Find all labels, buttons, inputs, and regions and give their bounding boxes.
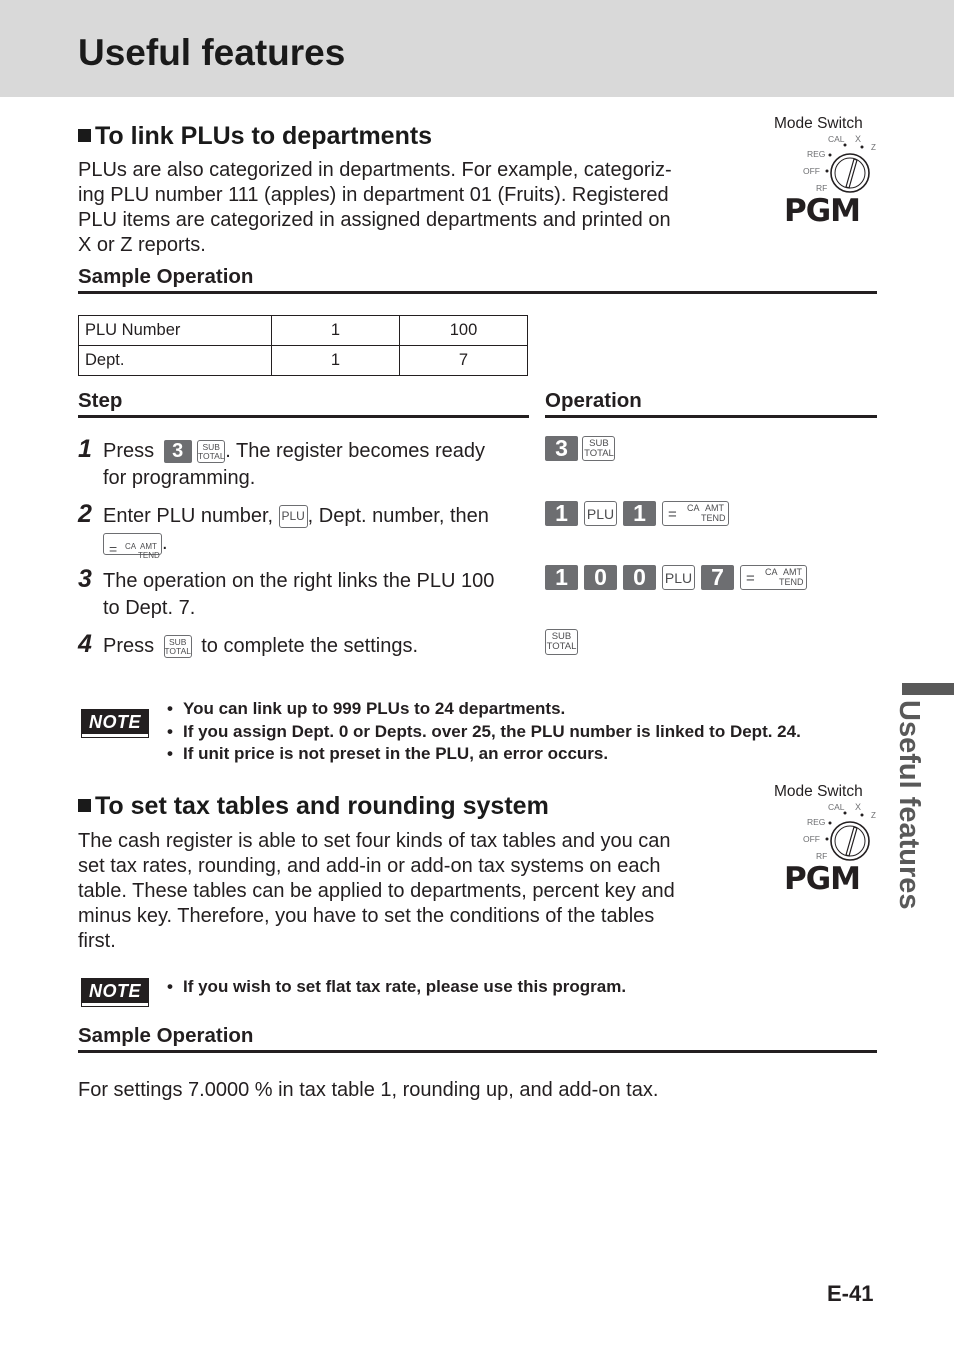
key-label: TOTAL [584, 447, 614, 459]
section-title-link-plus [78, 122, 432, 151]
key-label: TOTAL [197, 450, 225, 461]
step-text: Enter PLU number, [103, 505, 274, 527]
dial-pos-label: OFF [803, 834, 820, 844]
body-line: ing PLU number 111 (apples) in department 01 (Fruits). Registered [78, 184, 669, 206]
key-subtotal [164, 635, 192, 658]
mode-switch-dial-icon [802, 801, 880, 865]
step-1-text [103, 438, 485, 492]
sample-table [78, 315, 528, 376]
dial-pos-label: CAL [828, 802, 845, 812]
body-line: set tax rates, rounding, and add-in or add-on tax systems on each [78, 855, 661, 877]
table-row [79, 346, 528, 376]
note-badge: NOTE [82, 979, 148, 1006]
table-row [79, 316, 528, 346]
table-cell: 100 [400, 316, 528, 346]
key-label: TEND [701, 513, 726, 523]
key-subtotal [545, 629, 578, 655]
step-text: Press [103, 635, 155, 657]
section-title-text: To set tax tables and rounding system [95, 792, 549, 820]
note-item: • If you wish to set flat tax rate, please use this program. [167, 976, 626, 999]
key-label: = [746, 570, 755, 587]
step-number: 2 [78, 500, 92, 528]
step-number: 1 [78, 435, 92, 463]
table-cell: 1 [272, 346, 400, 376]
table-cell: 7 [400, 346, 528, 376]
step-number: 4 [78, 630, 92, 658]
key-plu: PLU [662, 565, 695, 590]
step-3-text [103, 568, 494, 622]
key-plu: PLU [279, 505, 308, 528]
key-1: 1 [623, 501, 656, 526]
sample-description: For settings 7.0000 % in tax table 1, rounding up, and add-on tax. [78, 1079, 659, 1101]
square-bullet-icon [78, 129, 91, 142]
note-item: • You can link up to 999 PLUs to 24 departments. [167, 698, 801, 721]
heading-rule [78, 1050, 877, 1053]
mode-switch-label: Mode Switch [774, 783, 863, 800]
step-text: for programming. [103, 467, 256, 489]
operation-row-2 [545, 501, 729, 526]
step-2-text [103, 503, 489, 560]
body-line: PLUs are also categorized in departments. For example, categoriz- [78, 159, 672, 181]
side-tab [895, 700, 925, 920]
key-3: 3 [545, 436, 578, 461]
mode-switch-pgm: PGM [784, 193, 861, 229]
key-label: AMT [783, 567, 802, 577]
table-cell: PLU Number [79, 316, 272, 346]
body-line: The cash register is able to set four kinds of tax tables and you can [78, 830, 671, 852]
page-title: Useful features [78, 32, 346, 73]
key-label: SUB [168, 636, 187, 647]
key-subtotal [582, 436, 615, 461]
key-label: SUB [551, 631, 572, 642]
key-1: 1 [545, 501, 578, 526]
heading-rule [78, 291, 877, 294]
key-0: 0 [584, 565, 617, 590]
key-subtotal [197, 440, 225, 463]
key-label: = [109, 540, 118, 557]
square-bullet-icon [78, 799, 91, 812]
key-label: TEND [138, 550, 160, 560]
step-text: . [162, 532, 168, 554]
note-item: • If unit price is not preset in the PLU, an error occurs. [167, 743, 801, 766]
operation-row-4 [545, 629, 578, 655]
key-label: AMT [140, 541, 157, 551]
section-title-tax-tables [78, 792, 549, 821]
body-line: first. [78, 930, 116, 952]
operation-row-1 [545, 436, 615, 461]
dial-pos-label: X [855, 134, 862, 144]
side-tab-bar [902, 683, 954, 695]
dial-pos-label: Z [871, 811, 876, 820]
note-list [167, 976, 626, 999]
mode-switch-pgm: PGM [784, 861, 861, 897]
key-label: SUB [202, 441, 220, 452]
body-line: minus key. Therefore, you have to set the conditions of the tables [78, 905, 655, 927]
step-text: to Dept. 7. [103, 597, 196, 619]
operation-heading: Operation [545, 389, 642, 412]
dial-pos-label: OFF [803, 166, 820, 176]
step-text: The operation on the right links the PLU 100 [103, 570, 495, 592]
sample-operation-heading: Sample Operation [78, 265, 254, 288]
key-label: TOTAL [546, 641, 577, 652]
key-label: TOTAL [164, 645, 191, 656]
table-cell: Dept. [79, 346, 272, 376]
step-text: to complete the settings. [201, 635, 419, 657]
key-label: = [668, 506, 677, 523]
key-label: CA [687, 503, 700, 513]
mode-switch-label: Mode Switch [774, 115, 863, 132]
mode-switch-figure [774, 783, 884, 903]
dial-pos-label: RF [816, 183, 828, 193]
key-label: TEND [779, 577, 804, 587]
operation-row-3 [545, 565, 807, 590]
key-3: 3 [164, 440, 192, 463]
body-line: table. These tables can be applied to departments, percent key and [78, 880, 675, 902]
sample-operation-heading: Sample Operation [78, 1024, 254, 1047]
key-7: 7 [701, 565, 734, 590]
mode-switch-dial-icon [802, 133, 880, 197]
dial-pos-label: X [855, 802, 862, 812]
page-number: E-41 [827, 1281, 874, 1306]
key-ca-amt-tend [662, 501, 729, 526]
key-label: SUB [589, 437, 609, 449]
section2-body [78, 829, 728, 954]
key-ca-amt-tend [740, 565, 807, 590]
section-title-text: To link PLUs to departments [95, 122, 433, 150]
key-0: 0 [623, 565, 656, 590]
dial-pos-label: REG [807, 149, 826, 159]
note-badge: NOTE [82, 710, 148, 737]
dial-pos-label: CAL [828, 134, 845, 144]
key-ca-amt-tend [103, 533, 162, 560]
dial-pos-label: RF [816, 851, 828, 861]
body-line: PLU items are categorized in assigned departments and printed on [78, 209, 671, 231]
step-number: 3 [78, 565, 92, 593]
dial-pos-label: Z [871, 143, 876, 152]
step-heading: Step [78, 389, 123, 412]
note-item: • If you assign Dept. 0 or Depts. over 25, the PLU number is linked to Dept. 24. [167, 721, 801, 744]
heading-rule [545, 415, 877, 418]
key-label: CA [765, 567, 778, 577]
section1-body [78, 158, 718, 258]
step-text: . The register becomes ready [225, 440, 486, 462]
step-text: , Dept. number, then [307, 505, 489, 527]
dial-pos-label: REG [807, 817, 826, 827]
step-4-text [103, 633, 418, 660]
key-label: CA [125, 541, 137, 551]
key-1: 1 [545, 565, 578, 590]
note-list [167, 698, 801, 766]
step-text: Press [103, 440, 155, 462]
body-line: X or Z reports. [78, 234, 206, 256]
key-plu: PLU [584, 501, 617, 526]
heading-rule [78, 415, 529, 418]
side-tab-label: Useful features [893, 700, 925, 910]
table-cell: 1 [272, 316, 400, 346]
key-label: AMT [705, 503, 724, 513]
mode-switch-figure [774, 115, 884, 235]
